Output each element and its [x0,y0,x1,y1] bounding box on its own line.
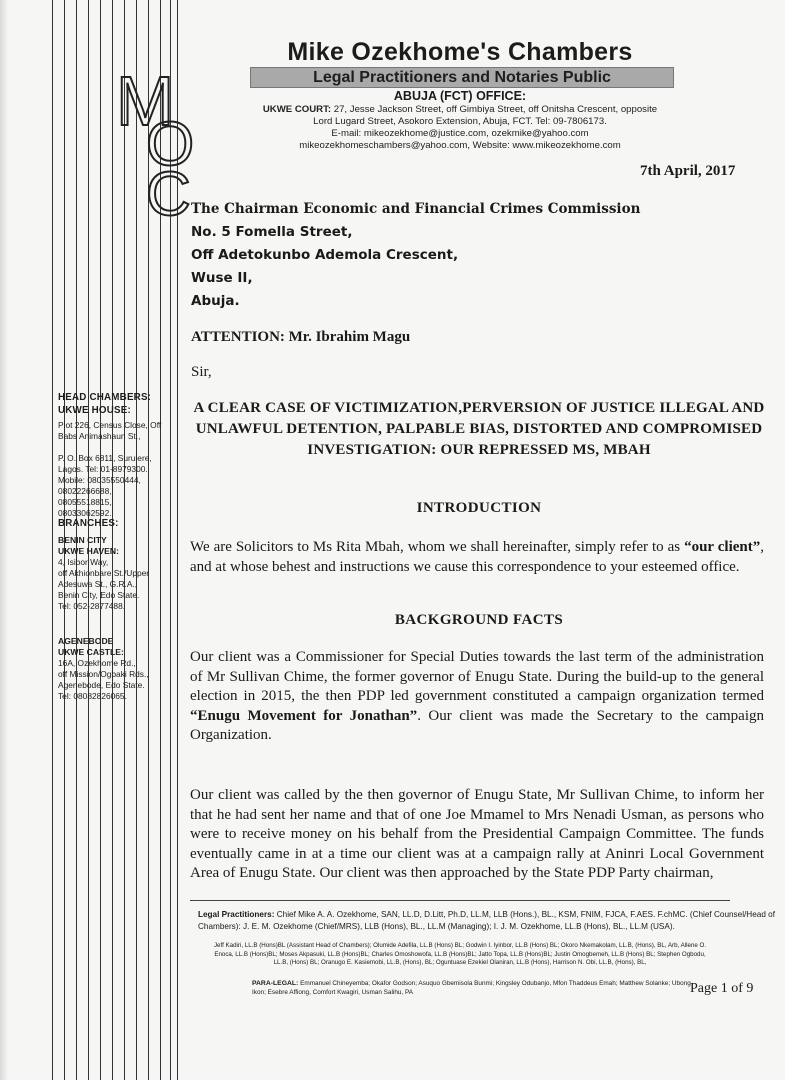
addressee-line: Off Adetokunbo Ademola Crescent, [191,247,459,263]
address-label: UKWE COURT: [262,104,332,115]
intro-text-end: , and at whose behest and instructions we cause this correspondence to your esteemed office. [190,539,764,575]
intro-text: We are Solicitors to Ms Rita Mbah, whom we shall hereinafter, simply refer to as [190,539,685,555]
address-text-1: 27, Jesse Jackson Street, off Gimbiya Street, off Onitsha Crescent, opposite [333,104,658,115]
attention-line: ATTENTION: Mr. Ibrahim Magu [191,329,411,345]
address-line-2: Lord Lugard Street, Asokoro Extension, Abuja, FCT. Tel: 09-7806173. [313,116,607,127]
address-line-1 [250,104,670,116]
addressee-line: No. 5 Fomella Street, [191,224,353,240]
agenebode-sub: UKWE CASTLE: [58,647,124,657]
page-number: Page 1 of 9 [690,981,754,996]
branches-title: BRANCHES: [58,518,119,529]
addressee-block [191,198,751,313]
background-paragraph-2: Our client was called by the then governor of Enugu State, Mr Sullivan Chime, to inform her that he had sent her name and that of one Joe Mmamel to Mrs Nenadi Usman, as persons who were to receive money on his behalf from the Presidential Campaign Committee. The funds eventually came in at a time our client was at a campaign rally at Aninri Local Government Area of Enugu State. Our client was then approached by the State PDP Party chairman, [190,787,764,881]
benin-address: 4, Isibor Way, off Akhionbare St./Upper Adesuwa St., G.R.A., Benin City, Edo State. Tel: 052-2877488. [58,556,150,611]
addressee-line: Wuse II, [191,270,253,286]
head-chambers-address: Plot 226, Census Close, Off Babs Animashaun St., P. O. Box 6811, Surulere, Lagos. Tel: 01-8979300. Mobile: 08035550444, 08022266688, 08055518815, 08033062592. [58,420,162,518]
lp-label: Legal Practitioners: [198,910,275,919]
bg-movement-name: “Enugu Movement for Jonathan” [190,707,418,724]
firm-tagline: Legal Practitioners and Notaries Public [250,67,674,88]
benin-title: BENIN CITY [58,534,107,545]
subject-heading: A CLEAR CASE OF VICTIMIZATION,PERVERSION OF JUSTICE ILLEGAL AND UNLAWFUL DETENTION, PALPABLE BIAS, DISTORTED AND COMPROMISED INVESTIGATION: OUR REPRESSED MS, MBAH [193,400,765,458]
para-legal-text: Emmanuel Chineyemba; Okafor Godson; Asuquo Gbemisola Bunmi; Kingsley Odubanjo, Mfon Thaddeus Emah; Matthew Solanke; Ubong Ikon; Esebre Affiong, Comfort Kwagiri, Usman Salihu, PA [252,980,691,996]
background-heading: BACKGROUND FACTS [394,612,564,628]
email-line: E-mail: mikeozekhome@justice.com, ozekmike@yahoo.com [331,128,589,139]
letter-date: 7th April, 2017 [640,163,736,179]
sidebar-agenebode [58,636,173,702]
firm-name: Mike Ozekhome's Chambers [287,38,633,66]
lp-text: Chief Mike A. A. Ozekhome, SAN, LL.D, D.Litt, Ph.D, LL.M, LLB (Hons.), BL., KSM, FNIM, FJCA, F.AES. F.chMC. (Chief Counsel/Head of Chambers): J. E. M. Ozekhome (Chief/MRS), LLB (Hons), BL., LL.M (Managing); I. J. M. Ozekhome, LL.B (Hons), BL., LL.M (USA). [198,910,775,931]
addressee-line: Abuja. [191,293,240,309]
sidebar-branches [58,518,173,612]
footer-associates: Jeff Kadiri, LL.B (Hons)BL (Assistant Head of Chambers); Olumide Adefila, LL.B (Hons) BL; Godwin I. Iyinbor, LL.B (Hons) BL; Okoro Nkemakolam, LL.B, (Hons), BL, Arb, Allene O. Enoca, LL.B (Hons)BL; Moses Akpasuki, LL.B (Hons)BL; Charles Omoshowofa, LL.B (Hons)BL; Jatto Topa, LL.B (Hons)BL; Justin Omogbemeh, LL.B (Hons) BL; Stephen Ogbodu, LL.B, (Hons) BL; Oranugo E. Kasiemobi, LL.B, (Hons), BL; Oguntuase Ezekiel Olaniran, LL.B (Hons), Harrison N. Obi, LL.B, (Hons), BL, [213,942,707,967]
benin-sub: UKWE HAVEN: [58,545,119,556]
background-paragraph-1 [190,648,764,746]
footer-legal-practitioners [198,909,785,932]
logo-letter-m: M [116,62,175,140]
agenebode-address: 16A, Ozekhome Rd., off Mission/Ogbaki Rds., Agenebode, Edo State. Tel: 08082826065. [58,658,149,701]
logo-letter-o: O [146,110,195,179]
footer-divider [190,900,730,901]
logo-letter-c: C [146,160,191,229]
bg-text: Our client was a Commissioner for Special Duties towards the last term of the administration of Mr Sullivan Chime, the former governor of Enugu State. During the build-up to the general election in 2015, the then PDP led government constituted a campaign organization termed [190,649,764,704]
agenebode-title: AGENEBODE [58,636,114,646]
footer-para-legal [252,980,692,997]
introduction-paragraph [190,538,764,577]
bg-text-end: . Our client was made the Secretary to the campaign Organization. [190,707,764,743]
salutation: Sir, [191,364,212,380]
website-line: mikeozekhomeschambers@yahoo.com, Website: www.mikeozekhome.com [299,140,621,151]
office-title: ABUJA (FCT) OFFICE: [393,89,527,103]
page-edge [0,0,8,1080]
introduction-heading: INTRODUCTION [416,500,542,516]
addressee-line: The Chairman Economic and Financial Crimes Commission [191,201,641,217]
head-chambers-title: HEAD CHAMBERS: [58,392,152,403]
intro-our-client: “our client” [684,539,761,555]
para-legal-label: PARA-LEGAL: [252,980,299,987]
sidebar-head-chambers [58,392,173,519]
ukwe-house-title: UKWE HOUSE: [58,404,131,416]
